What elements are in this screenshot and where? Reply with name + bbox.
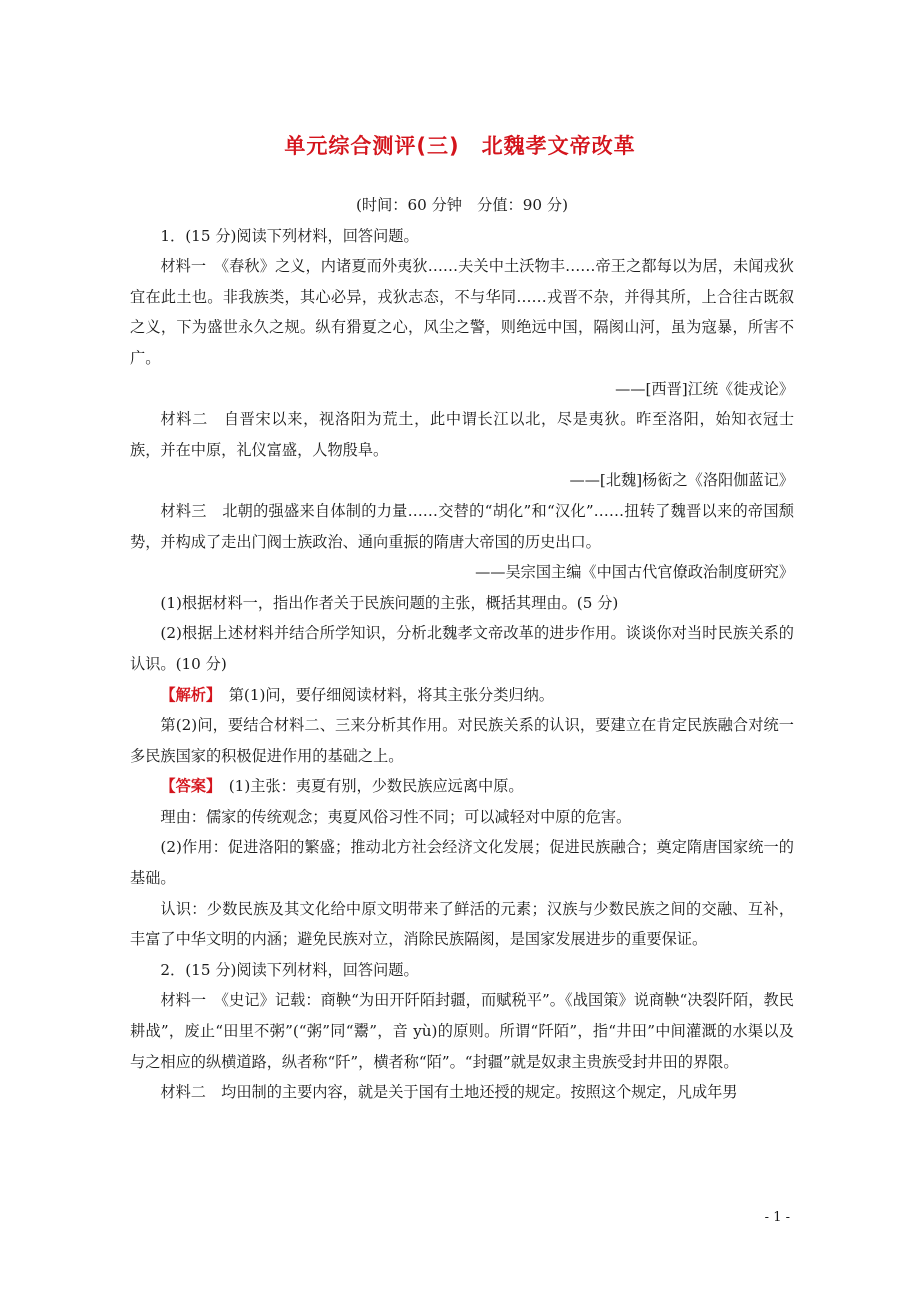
q1-stem: 1．(15 分)阅读下列材料，回答问题。	[160, 226, 419, 245]
time-info: (时间：60 分钟 分值：90 分)	[355, 196, 569, 214]
q1-analysis-line-2: 第(2)问，要结合材料二、三来分析其作用。对民族关系的认识，要建立在肯定民族融合对统一多民族国家的积极促进作用的基础之上。	[130, 716, 794, 765]
document-body	[130, 190, 794, 1108]
q2-material-1: 材料一 《史记》记载：商鞅“为田开阡陌封疆，而赋税平”。《战国策》说商鞅“决裂阡陌，教民耕战”，废止“田里不粥”(“粥”同“鬻”，音 yù)的原则。所谓“阡陌”，指“井田”中间灌溉的水渠以及与之相应的纵横道路，纵者称“阡”，横者称“陌”。“封疆”就是奴隶主贵族受封井田的界限。	[130, 991, 794, 1071]
q1-answer-line-2: 理由：儒家的传统观念；夷夏风俗习性不同；可以减轻对中原的危害。	[160, 807, 632, 826]
answer-tag: 【答案】	[160, 777, 214, 796]
q1-subquestion-1: (1)根据材料一，指出作者关于民族问题的主张，概括其理由。(5 分)	[160, 593, 619, 612]
q1-subquestion-2: (2)根据上述材料并结合所学知识，分析北魏孝文帝改革的进步作用。谈谈你对当时民族关系的认识。(10 分)	[130, 624, 794, 673]
q1-answer-line-1	[130, 771, 794, 802]
q2-stem: 2．(15 分)阅读下列材料，回答问题。	[160, 960, 419, 979]
q1-material-2-source: ——[北魏]杨衒之《洛阳伽蓝记》	[569, 471, 794, 490]
answer-text-1: (1)主张：夷夏有别，少数民族应远离中原。	[213, 777, 524, 796]
q1-analysis-line-1	[130, 680, 794, 711]
q1-material-1: 材料一 《春秋》之义，内诸夏而外夷狄……夫关中土沃物丰……帝王之都每以为居，未闻戎狄宜在此土也。非我族类，其心必异，戎狄志态，不与华同……戎晋不杂，并得其所，上合往古既叙之义，下为盛世永久之规。纵有猾夏之心，风尘之警，则绝远中国，隔阂山河，虽为寇暴，所害不广。	[130, 257, 794, 367]
q1-material-3-source: ——吴宗国主编《中国古代官僚政治制度研究》	[475, 563, 794, 582]
page-title: 单元综合测评(三) 北魏孝文帝改革	[284, 134, 636, 158]
q2-material-2: 材料二 均田制的主要内容，就是关于国有土地还授的规定。按照这个规定，凡成年男	[160, 1083, 738, 1102]
q1-answer-line-4: 认识：少数民族及其文化给中原文明带来了鲜活的元素；汉族与少数民族之间的交融、互补，丰富了中华文明的内涵；避免民族对立，消除民族隔阂，是国家发展进步的重要保证。	[130, 899, 794, 949]
q1-material-3: 材料三 北朝的强盛来自体制的力量……交替的“胡化”和“汉化”……扭转了魏晋以来的帝国颓势，并构成了走出门阀士族政治、通向重振的隋唐大帝国的历史出口。	[130, 501, 794, 551]
q1-answer-line-3: (2)作用：促进洛阳的繁盛；推动北方社会经济文化发展；促进民族融合；奠定隋唐国家统一的基础。	[130, 838, 794, 888]
analysis-text-1: 第(1)问，要仔细阅读材料，将其主张分类归纳。	[213, 685, 554, 704]
page-number: - 1 -	[764, 1210, 790, 1225]
q1-material-1-source: ——[西晋]江统《徙戎论》	[615, 379, 794, 398]
q1-material-2: 材料二 自晋宋以来，视洛阳为荒土，此中谓长江以北，尽是夷狄。昨至洛阳，始知衣冠士族，并在中原，礼仪富盛，人物殷阜。	[130, 410, 794, 459]
analysis-tag: 【解析】	[160, 685, 214, 704]
